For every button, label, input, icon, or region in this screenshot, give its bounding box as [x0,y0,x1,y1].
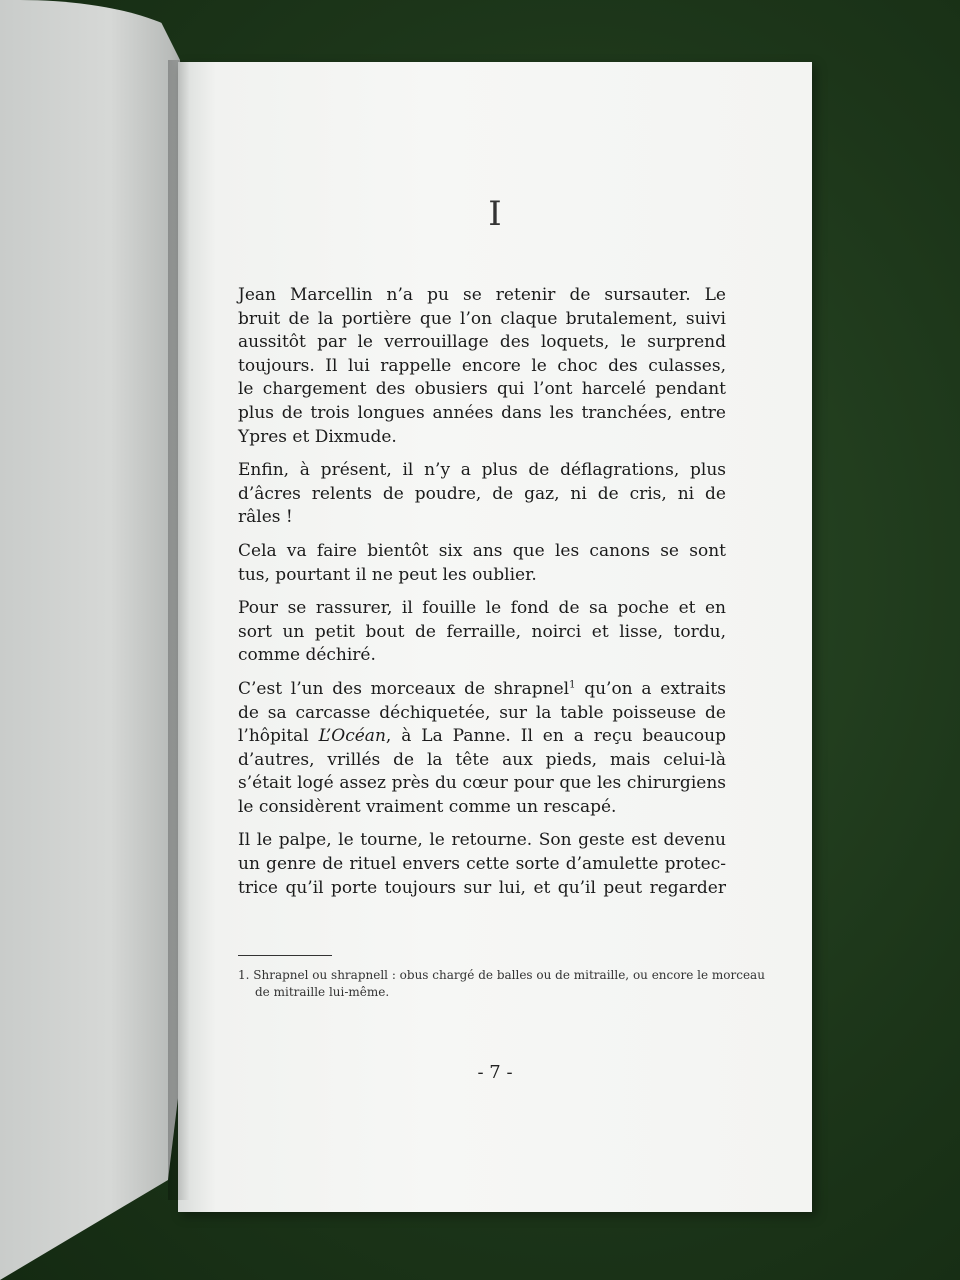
text-line: aussitôt par le verrouillage des loquets, le surprend [238,332,726,353]
paragraph-4 [238,597,726,668]
text-line: le chargement des obusiers qui l’ont harcelé pendant [238,379,726,400]
paragraph-3 [238,540,726,587]
text-segment: l’hôpital [238,726,319,747]
text-line: Cela va faire bientôt six ans que les canons se sont [238,540,726,561]
text-line: bruit de la portière que l’on claque brutalement, suivi [238,308,726,329]
paragraph-2 [238,459,726,530]
text-line: d’âcres relents de poudre, de gaz, ni de cris, ni de [238,483,726,504]
text-line: d’autres, vrillés de la tête aux pieds, mais celui-là [238,749,726,770]
text-line: toujours. Il lui rappelle encore le choc des culasses, [238,355,726,376]
text-line: un genre de rituel envers cette sorte d’amulette protec- [238,854,726,875]
page-number: - 7 - [477,1062,513,1083]
paragraph-5 [238,678,726,820]
text-line [238,725,726,749]
text-segment: , à La Panne. Il en a reçu beaucoup [385,726,726,747]
text-line: râles ! [238,507,293,528]
text-line: Ypres et Dixmude. [238,426,397,447]
text-segment: C’est l’un des morceaux de shrapnel [238,678,570,699]
text-line: tus, pourtant il ne peut les oublier. [238,564,537,585]
text-line: comme déchiré. [238,645,376,666]
body-text [238,284,726,910]
footnote-divider [238,955,332,956]
text-line: de sa carcasse déchiquetée, sur la table poisseuse de [238,702,726,723]
footnote-line: 1. Shrapnel ou shrapnell : obus chargé de balles ou de mitraille, ou encore le morceau [238,968,765,982]
text-line: trice qu’il porte toujours sur lui, et qu’il peut regarder [238,877,726,898]
text-line: sort un petit bout de ferraille, noirci et lisse, tordu, [238,621,726,642]
text-line: Enfin, à présent, il n’y a plus de déflagrations, plus [238,460,726,481]
text-line: Il le palpe, le tourne, le retourne. Son geste est devenu [238,830,726,851]
chapter-number: I [488,194,502,234]
text-line: s’était logé assez près du cœur pour que les chirurgiens [238,773,726,794]
footnote-reference: 1 [569,679,576,691]
text-line: le considèrent vraiment comme un rescapé. [238,796,617,817]
paragraph-1 [238,284,726,449]
text-line: Jean Marcellin n’a pu se retenir de sursauter. Le [238,285,726,305]
text-line [238,678,726,702]
footnote-line: de mitraille lui-même. [255,985,390,999]
paragraph-6 [238,829,726,900]
book-page [178,62,812,1212]
hospital-name: L’Océan [318,726,386,747]
page-gutter-shadow [168,60,190,1200]
footnote [238,967,765,1001]
text-line: plus de trois longues années dans les tranchées, entre [238,402,726,423]
text-line: Pour se rassurer, il fouille le fond de sa poche et en [238,598,726,619]
text-segment: qu’on a extraits [575,678,726,699]
